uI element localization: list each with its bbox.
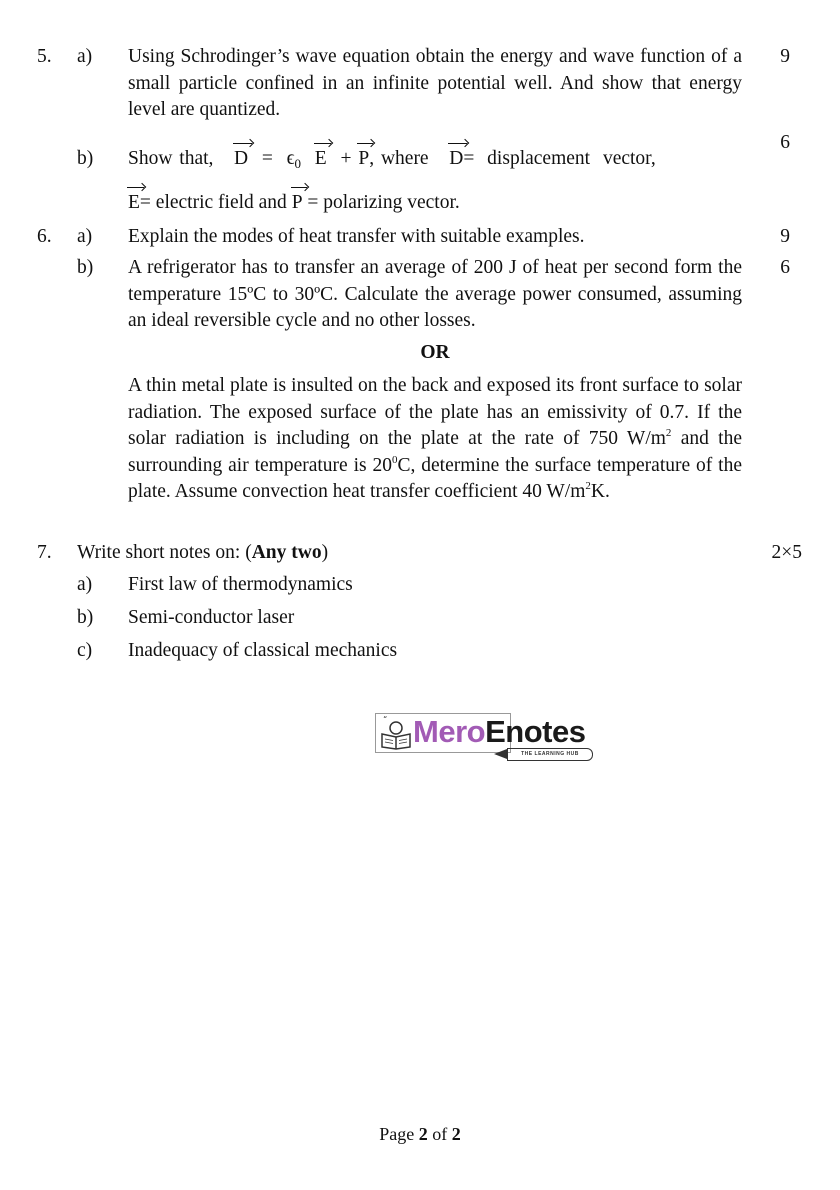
bold-text: Any two <box>251 542 322 563</box>
part-label: a) <box>77 46 93 67</box>
vector-E: E <box>315 146 327 173</box>
reader-book-icon <box>379 716 413 750</box>
equation-line <box>128 146 742 173</box>
svg-text:“: “ <box>383 716 388 724</box>
vector-P: P <box>292 190 303 217</box>
part-label: a) <box>77 226 93 247</box>
vector-D: D <box>449 146 463 173</box>
text: and the surrounding air temperature is 20 <box>128 428 742 476</box>
part-label: a) <box>77 574 93 595</box>
page-footer <box>0 1124 840 1145</box>
superscript: 0 <box>392 453 398 466</box>
marks: 9 <box>780 46 790 67</box>
question-text: Explain the modes of heat transfer with suitable examples. <box>128 226 585 247</box>
text: A thin metal plate is insulted on the back and exposed its front surface to solar radiation. The exposed surface of the plate has an emissivity of 0.7. If the solar radiation is including on the plate at the rate of 750 W/m <box>128 375 742 449</box>
note-topic: Inadequacy of classical mechanics <box>128 640 398 661</box>
question-prompt <box>77 542 328 564</box>
note-topic: Semi-conductor laser <box>128 607 295 628</box>
alternative-question-text <box>128 373 742 506</box>
text: Show that, <box>128 148 214 169</box>
text: K. <box>590 481 610 502</box>
logo-mero: Mero <box>413 714 486 749</box>
part-label: b) <box>77 257 94 278</box>
text: ) <box>321 542 329 563</box>
current-page: 2 <box>418 1124 428 1144</box>
question-number: 5. <box>37 46 52 67</box>
text: Page <box>379 1124 419 1144</box>
equals: = <box>261 148 273 169</box>
marks: 6 <box>780 257 790 278</box>
marks: 2×5 <box>771 542 802 563</box>
equation-line-2 <box>128 190 742 217</box>
part-label: b) <box>77 607 94 628</box>
superscript: 2 <box>665 427 672 439</box>
text: , where <box>369 148 429 169</box>
meroenotes-logo <box>375 708 600 762</box>
question-number: 7. <box>37 542 52 563</box>
epsilon: ϵ <box>286 148 295 169</box>
subscript: 0 <box>294 156 302 171</box>
question-number: 6. <box>37 226 52 247</box>
marks: 9 <box>780 226 790 247</box>
text: = polarizing vector. <box>307 192 460 213</box>
text: of <box>427 1124 452 1144</box>
superscript: 2 <box>585 480 591 492</box>
marks: 6 <box>780 132 790 153</box>
logo-tagline-pencil: THE LEARNING HUB <box>507 748 593 761</box>
part-label: c) <box>77 640 93 661</box>
vector-P: P <box>358 146 369 173</box>
text: = electric field and <box>139 192 287 213</box>
plus: + <box>340 148 352 169</box>
question-text: A refrigerator has to transfer an average of 200 J of heat per second form the temperature 15ºC to 30ºC. Calculate the average power consumed, assuming an ideal reversible cycle and no other losses. <box>128 257 742 331</box>
logo-enotes: Enotes <box>485 714 586 749</box>
vector-D: D <box>234 146 248 173</box>
question-text: Using Schrodinger’s wave equation obtain the energy and wave function of a small particle confined in an infinite potential well. And show that energy level are quantized. <box>128 46 742 120</box>
text: Write short notes on: ( <box>77 542 252 563</box>
total-pages: 2 <box>451 1124 461 1144</box>
logo-wordmark <box>413 714 585 750</box>
text: C, determine the surface temperature of the plate. Assume convection heat transfer coefficient 40 W/m <box>128 454 742 502</box>
note-topic: First law of thermodynamics <box>128 574 353 595</box>
part-label: b) <box>77 148 94 169</box>
text: = displacement vector, <box>463 148 656 169</box>
vector-E: E <box>128 190 140 217</box>
or-label: OR <box>420 342 450 363</box>
